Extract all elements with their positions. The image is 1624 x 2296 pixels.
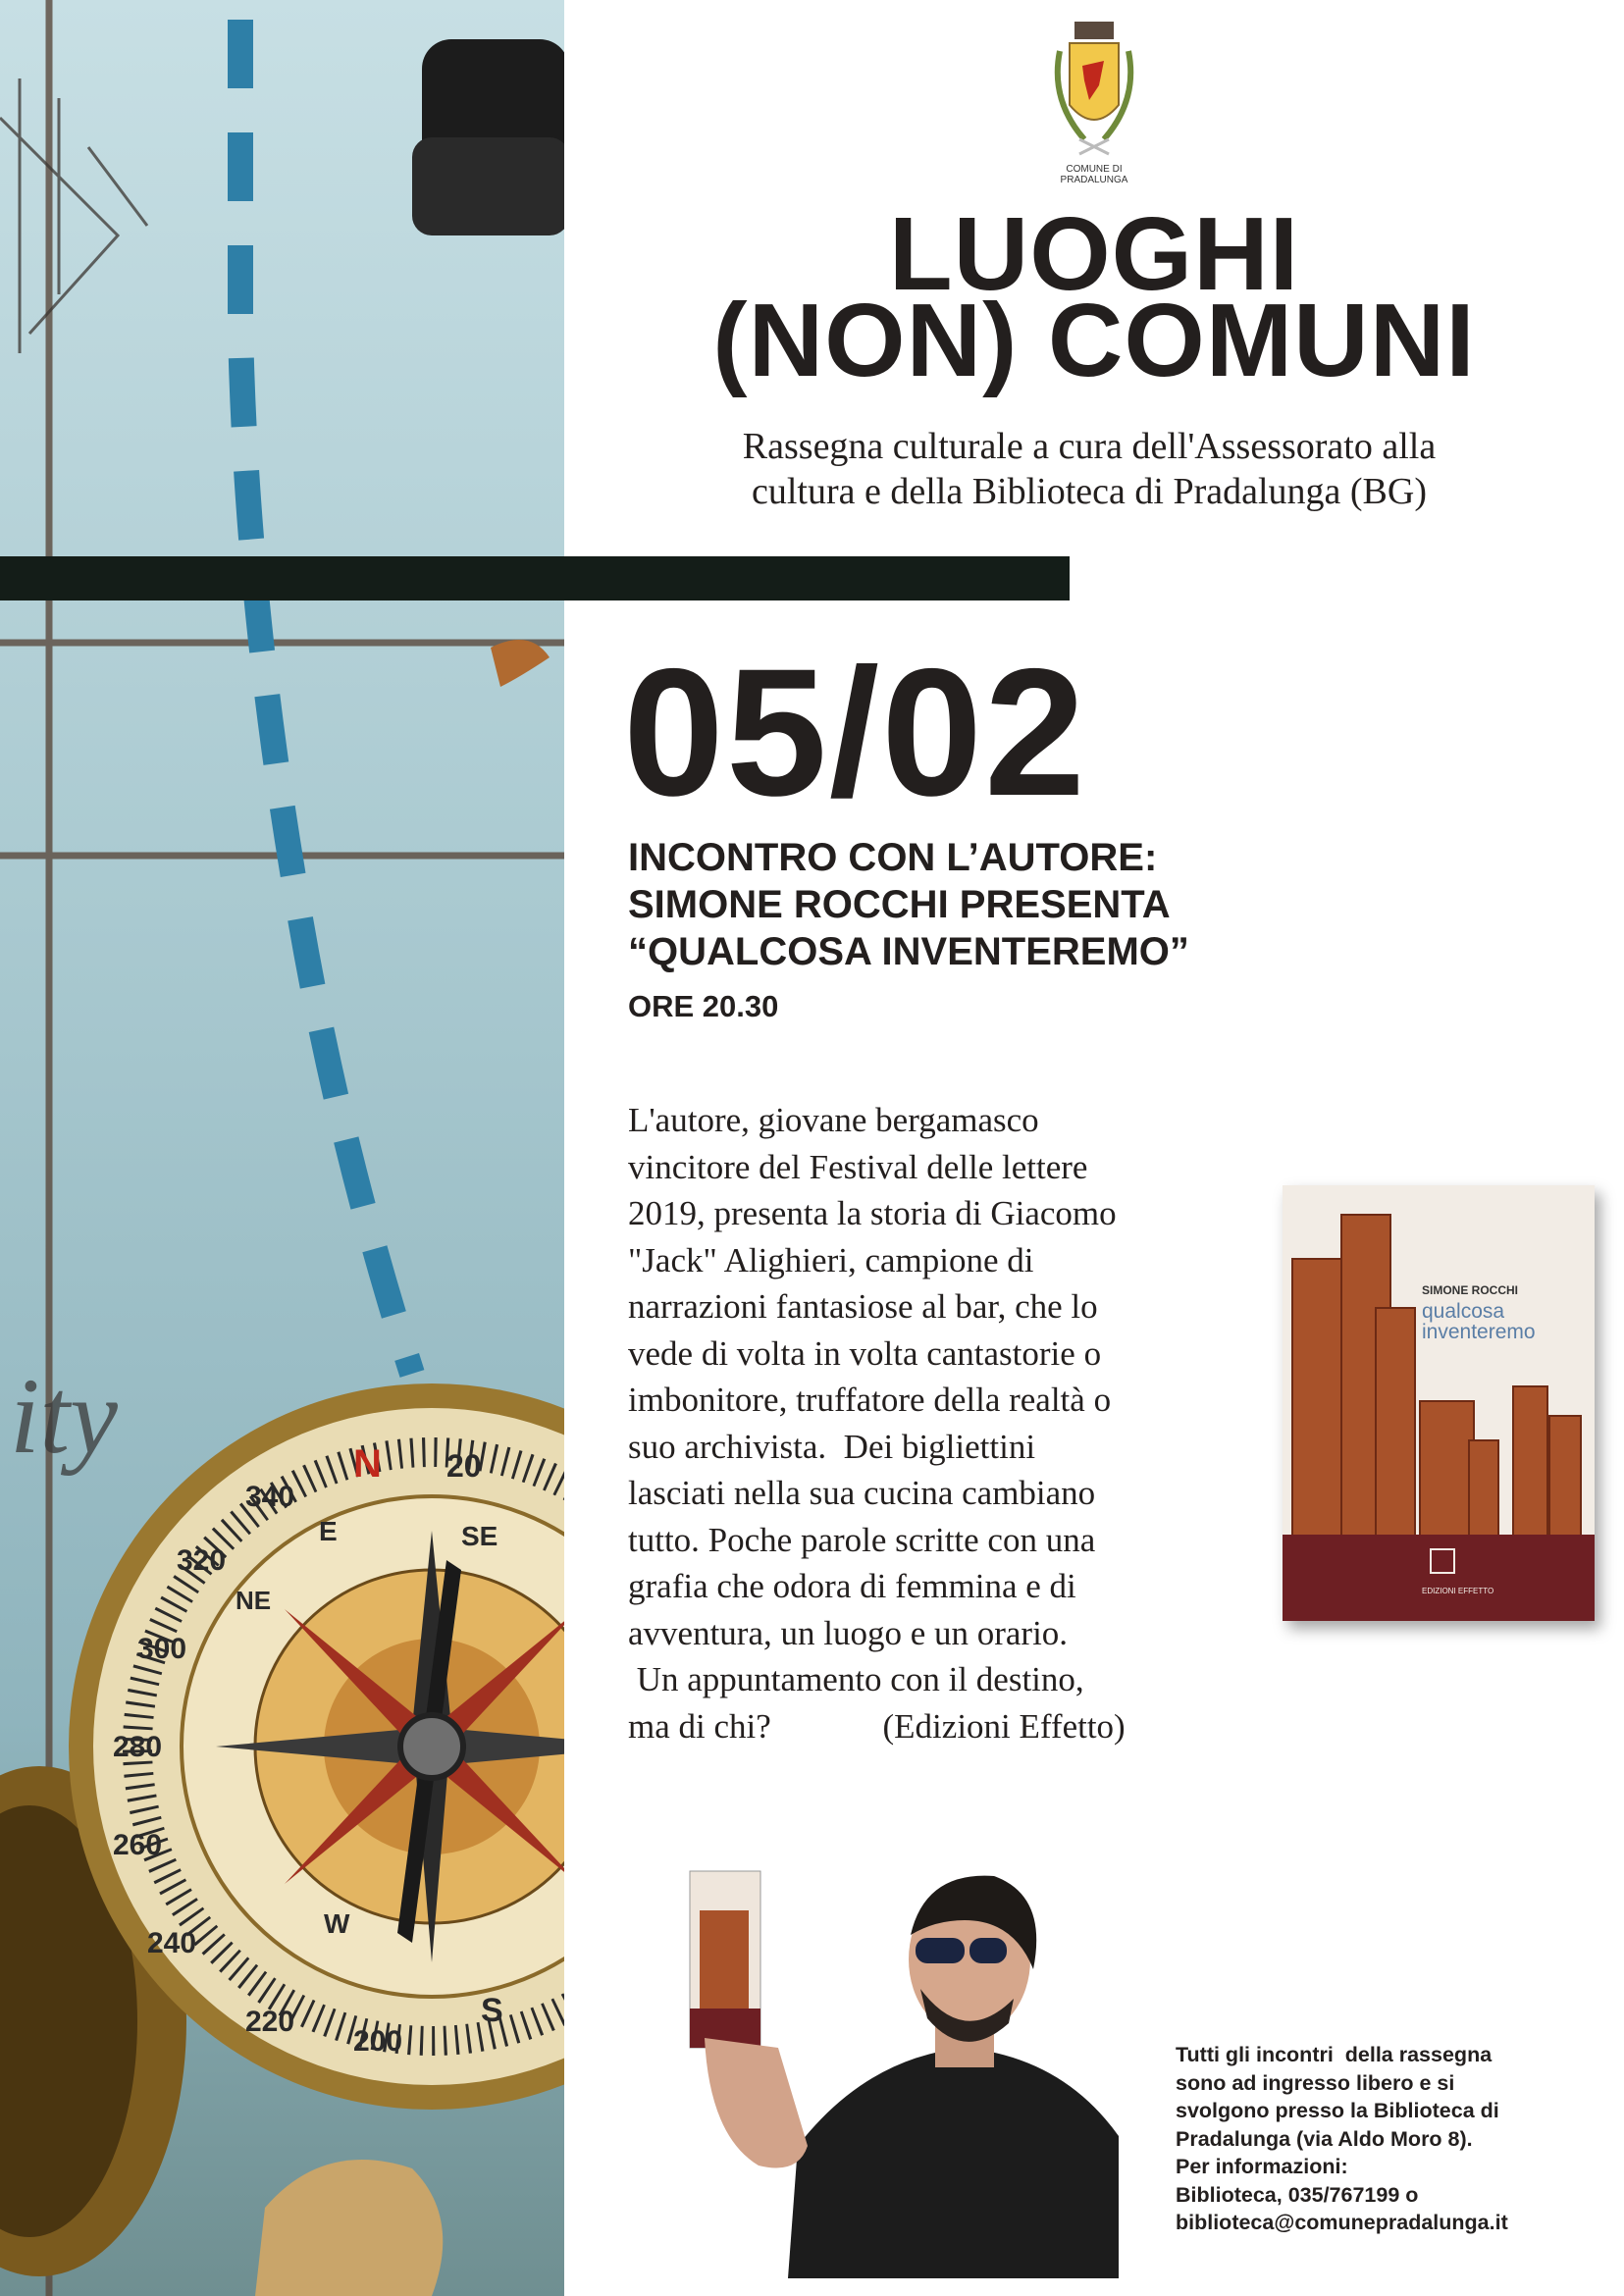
- title-line: LUOGHI: [888, 196, 1300, 312]
- book-title-line: qualcosa: [1422, 1300, 1505, 1323]
- compass-label-300: 300: [137, 1633, 187, 1665]
- compass-label-s: S: [481, 1992, 503, 2029]
- compass-label-320: 320: [177, 1544, 227, 1577]
- event-headline: [628, 834, 1315, 975]
- description-line: ma di chi? (Edizioni Effetto): [628, 1706, 1126, 1746]
- compass-label-20: 20: [446, 1448, 482, 1484]
- compass-label-n: N: [353, 1442, 382, 1486]
- info-line: sono ad ingresso libero e si: [1176, 2070, 1455, 2095]
- book-author: SIMONE ROCCHI: [1422, 1283, 1519, 1297]
- book-title-line: inventeremo: [1422, 1321, 1536, 1343]
- description-line: suo archivista. Dei bigliettini: [628, 1427, 1036, 1466]
- description-line: grafia che odora di femmina e di: [628, 1567, 1076, 1605]
- map-compass-illustration: [0, 0, 564, 2296]
- event-description: [628, 1097, 1256, 1749]
- island-shape: [491, 640, 550, 687]
- compass-label-280: 280: [113, 1731, 163, 1763]
- headline-line: SIMONE ROCCHI PRESENTA: [628, 883, 1171, 926]
- compass-label-340: 340: [245, 1481, 295, 1513]
- map-compass-art: [0, 0, 564, 2296]
- compass-label-w: W: [324, 1908, 350, 1939]
- info-line: svolgono presso la Biblioteca di: [1176, 2099, 1499, 2122]
- info-block: [1176, 2041, 1588, 2237]
- description-line: avventura, un luogo e un orario.: [628, 1613, 1069, 1652]
- headline-line: “QUALCOSA INVENTEREMO”: [628, 930, 1189, 973]
- page-title: [667, 196, 1521, 398]
- compass-label-200: 200: [353, 2025, 403, 2058]
- description-line: vincitore del Festival delle lettere: [628, 1147, 1088, 1186]
- info-line: Per informazioni:: [1176, 2155, 1348, 2178]
- subtitle-line: Rassegna culturale a cura dell'Assessorato alla: [742, 426, 1437, 467]
- compass-label-240: 240: [147, 1927, 197, 1959]
- info-email[interactable]: biblioteca@comunepradalunga.it: [1176, 2211, 1508, 2234]
- book-publisher: EDIZIONI EFFETTO: [1422, 1587, 1494, 1595]
- crest-label: COMUNE DI PRADALUNGA: [1060, 164, 1128, 185]
- compass-label-260: 260: [113, 1829, 163, 1861]
- book-cover: [1283, 1185, 1595, 1621]
- telescope: [412, 39, 564, 235]
- description-line: "Jack" Alighieri, campione di: [628, 1240, 1034, 1279]
- subtitle-line: cultura e della Biblioteca di Pradalunga (BG): [752, 471, 1427, 512]
- title-line: (NON) COMUNI: [712, 283, 1476, 398]
- compass-label-220: 220: [245, 2006, 295, 2038]
- author-photo: [670, 1852, 1119, 2278]
- description-line: tutto. Poche parole scritte con una: [628, 1520, 1096, 1559]
- event-date: 05/02: [623, 632, 1087, 834]
- headline-line: INCONTRO CON L’AUTORE:: [628, 836, 1158, 879]
- description-line: vede di volta in volta cantastorie o: [628, 1333, 1102, 1373]
- ship-sketch: [0, 78, 147, 353]
- subtitle: [648, 424, 1531, 514]
- description-line: imbonitore, truffatore della realtà o: [628, 1381, 1112, 1419]
- divider-bar: [0, 556, 1070, 600]
- compass-label-e: E: [319, 1516, 338, 1546]
- dashed-route-line: [240, 20, 412, 1374]
- description-line: L'autore, giovane bergamasco: [628, 1101, 1039, 1139]
- description-line: narrazioni fantasiose al bar, che lo: [628, 1287, 1098, 1326]
- description-line: 2019, presenta la storia di Giacomo: [628, 1194, 1117, 1232]
- book-title: [1422, 1301, 1536, 1342]
- map-lettering: ity: [10, 1356, 118, 1476]
- publisher-logo-icon: [1430, 1548, 1455, 1574]
- info-line: Tutti gli incontri della rassegna: [1176, 2043, 1493, 2066]
- info-line: Pradalunga (via Aldo Moro 8).: [1176, 2126, 1473, 2151]
- description-line: Un appuntamento con il destino,: [628, 1660, 1084, 1698]
- author-photo-illustration: [670, 1852, 1119, 2278]
- description-line: lasciati nella sua cucina cambiano: [628, 1474, 1096, 1512]
- compass-label-se: SE: [461, 1521, 498, 1551]
- island-shape: [255, 2160, 443, 2296]
- info-line: Biblioteca, 035/767199 o: [1176, 2182, 1419, 2207]
- compass-label-ne: NE: [236, 1586, 272, 1615]
- event-time: ORE 20.30: [628, 989, 779, 1023]
